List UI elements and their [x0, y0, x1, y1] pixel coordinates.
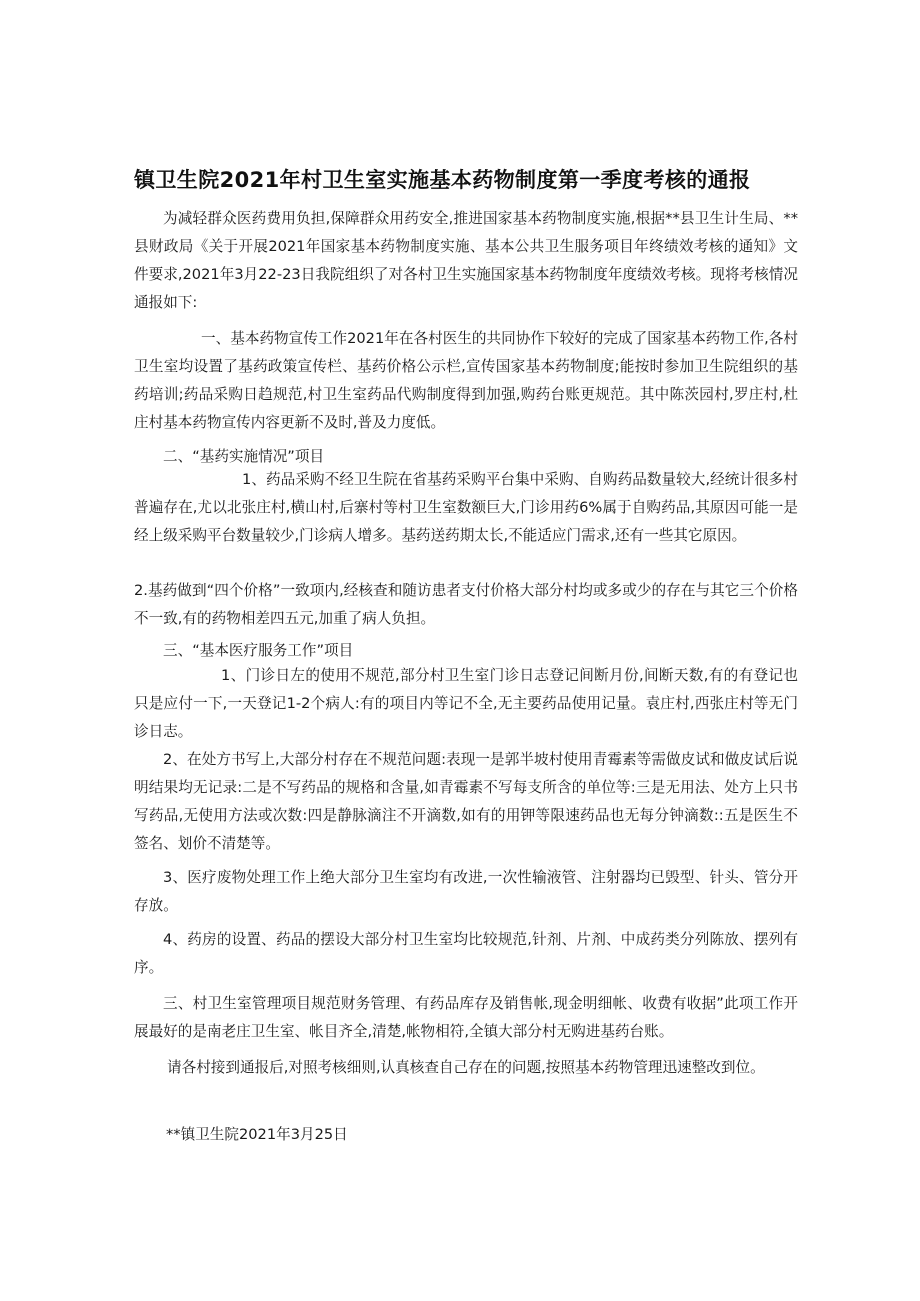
section-3-item-1: 1、门诊日左的使用不规范,部分村卫生室门诊日志登记间断月份,间断天数,有的有登记也只是应付一下,一天登记1-2个病人:有的项目内等记不全,无主要药品使用记量。袁庄村,西张庄村等无门诊日志。 [134, 667, 798, 740]
intro-paragraph: 为减轻群众医药费用负担,保障群众用药安全,推进国家基本药物制度实施,根据**县卫生计生局、**县财政局《关于开展2021年国家基本药物制度实施、基本公共卫生服务项目年终绩效考核的通知》文件要求,2021年3月22-23日我院组织了对各村卫生实施国家基本药物制度年度绩效考核。现将考核情况通报如下: [134, 210, 798, 311]
section-3-item-3: 3、医疗废物处理工作上绝大部分卫生室均有改进,一次性输液管、注射器均已毁型、针头、管分开存放。 [134, 869, 798, 914]
section-4-paragraph: 三、村卫生室管理项目规范财务管理、有药品库存及销售帐,现金明细帐、收费有收据”此项工作开展最好的是南老庄卫生室、帐目齐全,清楚,帐物相符,全镇大部分村无购进基药台账。 [134, 995, 798, 1040]
section-2-item-1: 1、药品采购不经卫生院在省基药采购平台集中采购、自购药品数量较大,经统计很多村普遍存在,尤以北张庄村,横山村,后寨村等村卫生室数额巨大,门诊用药6%属于自购药品,其原因可能一是经上级采购平台数量较少,门诊病人增多。基药送药期太长,不能适应门需求,还有一些其它原因。 [134, 471, 798, 544]
section-2-item-2: 2.基药做到“四个价格”一致项内,经核查和随访患者支付价格大部分村均或多或少的存在与其它三个价格不一致,有的药物相差四五元,加重了病人负担。 [134, 582, 798, 627]
section-2-heading: 二、“基药实施情况”项目 [163, 448, 325, 465]
section-3-heading: 三、“基本医疗服务工作”项目 [163, 642, 354, 659]
section-3-item-4: 4、药房的设置、药品的摆设大部分村卫生室均比较规范,针剂、片剂、中成药类分列陈放、摆列有序。 [134, 931, 798, 976]
section-3-item-2: 2、在处方书写上,大部分村存在不规范问题:表现一是郭半坡村使用青霉素等需做皮试和做皮试后说明结果均无记录:二是不写药品的规格和含量,如青霉素不写每支所含的单位等:三是无用法、处方上只书写药品,无使用方法或次数:四是静脉滴注不开滴数,如有的用钾等限速药品也无每分钟滴数::五是医生不签名、划价不清楚等。 [134, 751, 798, 852]
closing-paragraph: 请各村接到通报后,对照考核细则,认真核查自己存在的问题,按照基本药物管理迅速整改到位。 [167, 1059, 765, 1076]
document-title: 镇卫生院2021年村卫生室实施基本药物制度第一季度考核的通报 [134, 168, 751, 192]
section-1-paragraph: 一、基本药物宣传工作2021年在各村医生的共同协作下较好的完成了国家基本药物工作,各村卫生室均设置了基药政策宣传栏、基药价格公示栏,宣传国家基本药物制度;能按时参加卫生院组织的基药培训;药品采购日趋规范,村卫生室药品代购制度得到加强,购药台账更规范。其中陈茨园村,罗庄村,杜庄村基本药物宣传内容更新不及时,普及力度低。 [134, 330, 798, 431]
signature-line: **镇卫生院2021年3月25日 [166, 1126, 348, 1143]
